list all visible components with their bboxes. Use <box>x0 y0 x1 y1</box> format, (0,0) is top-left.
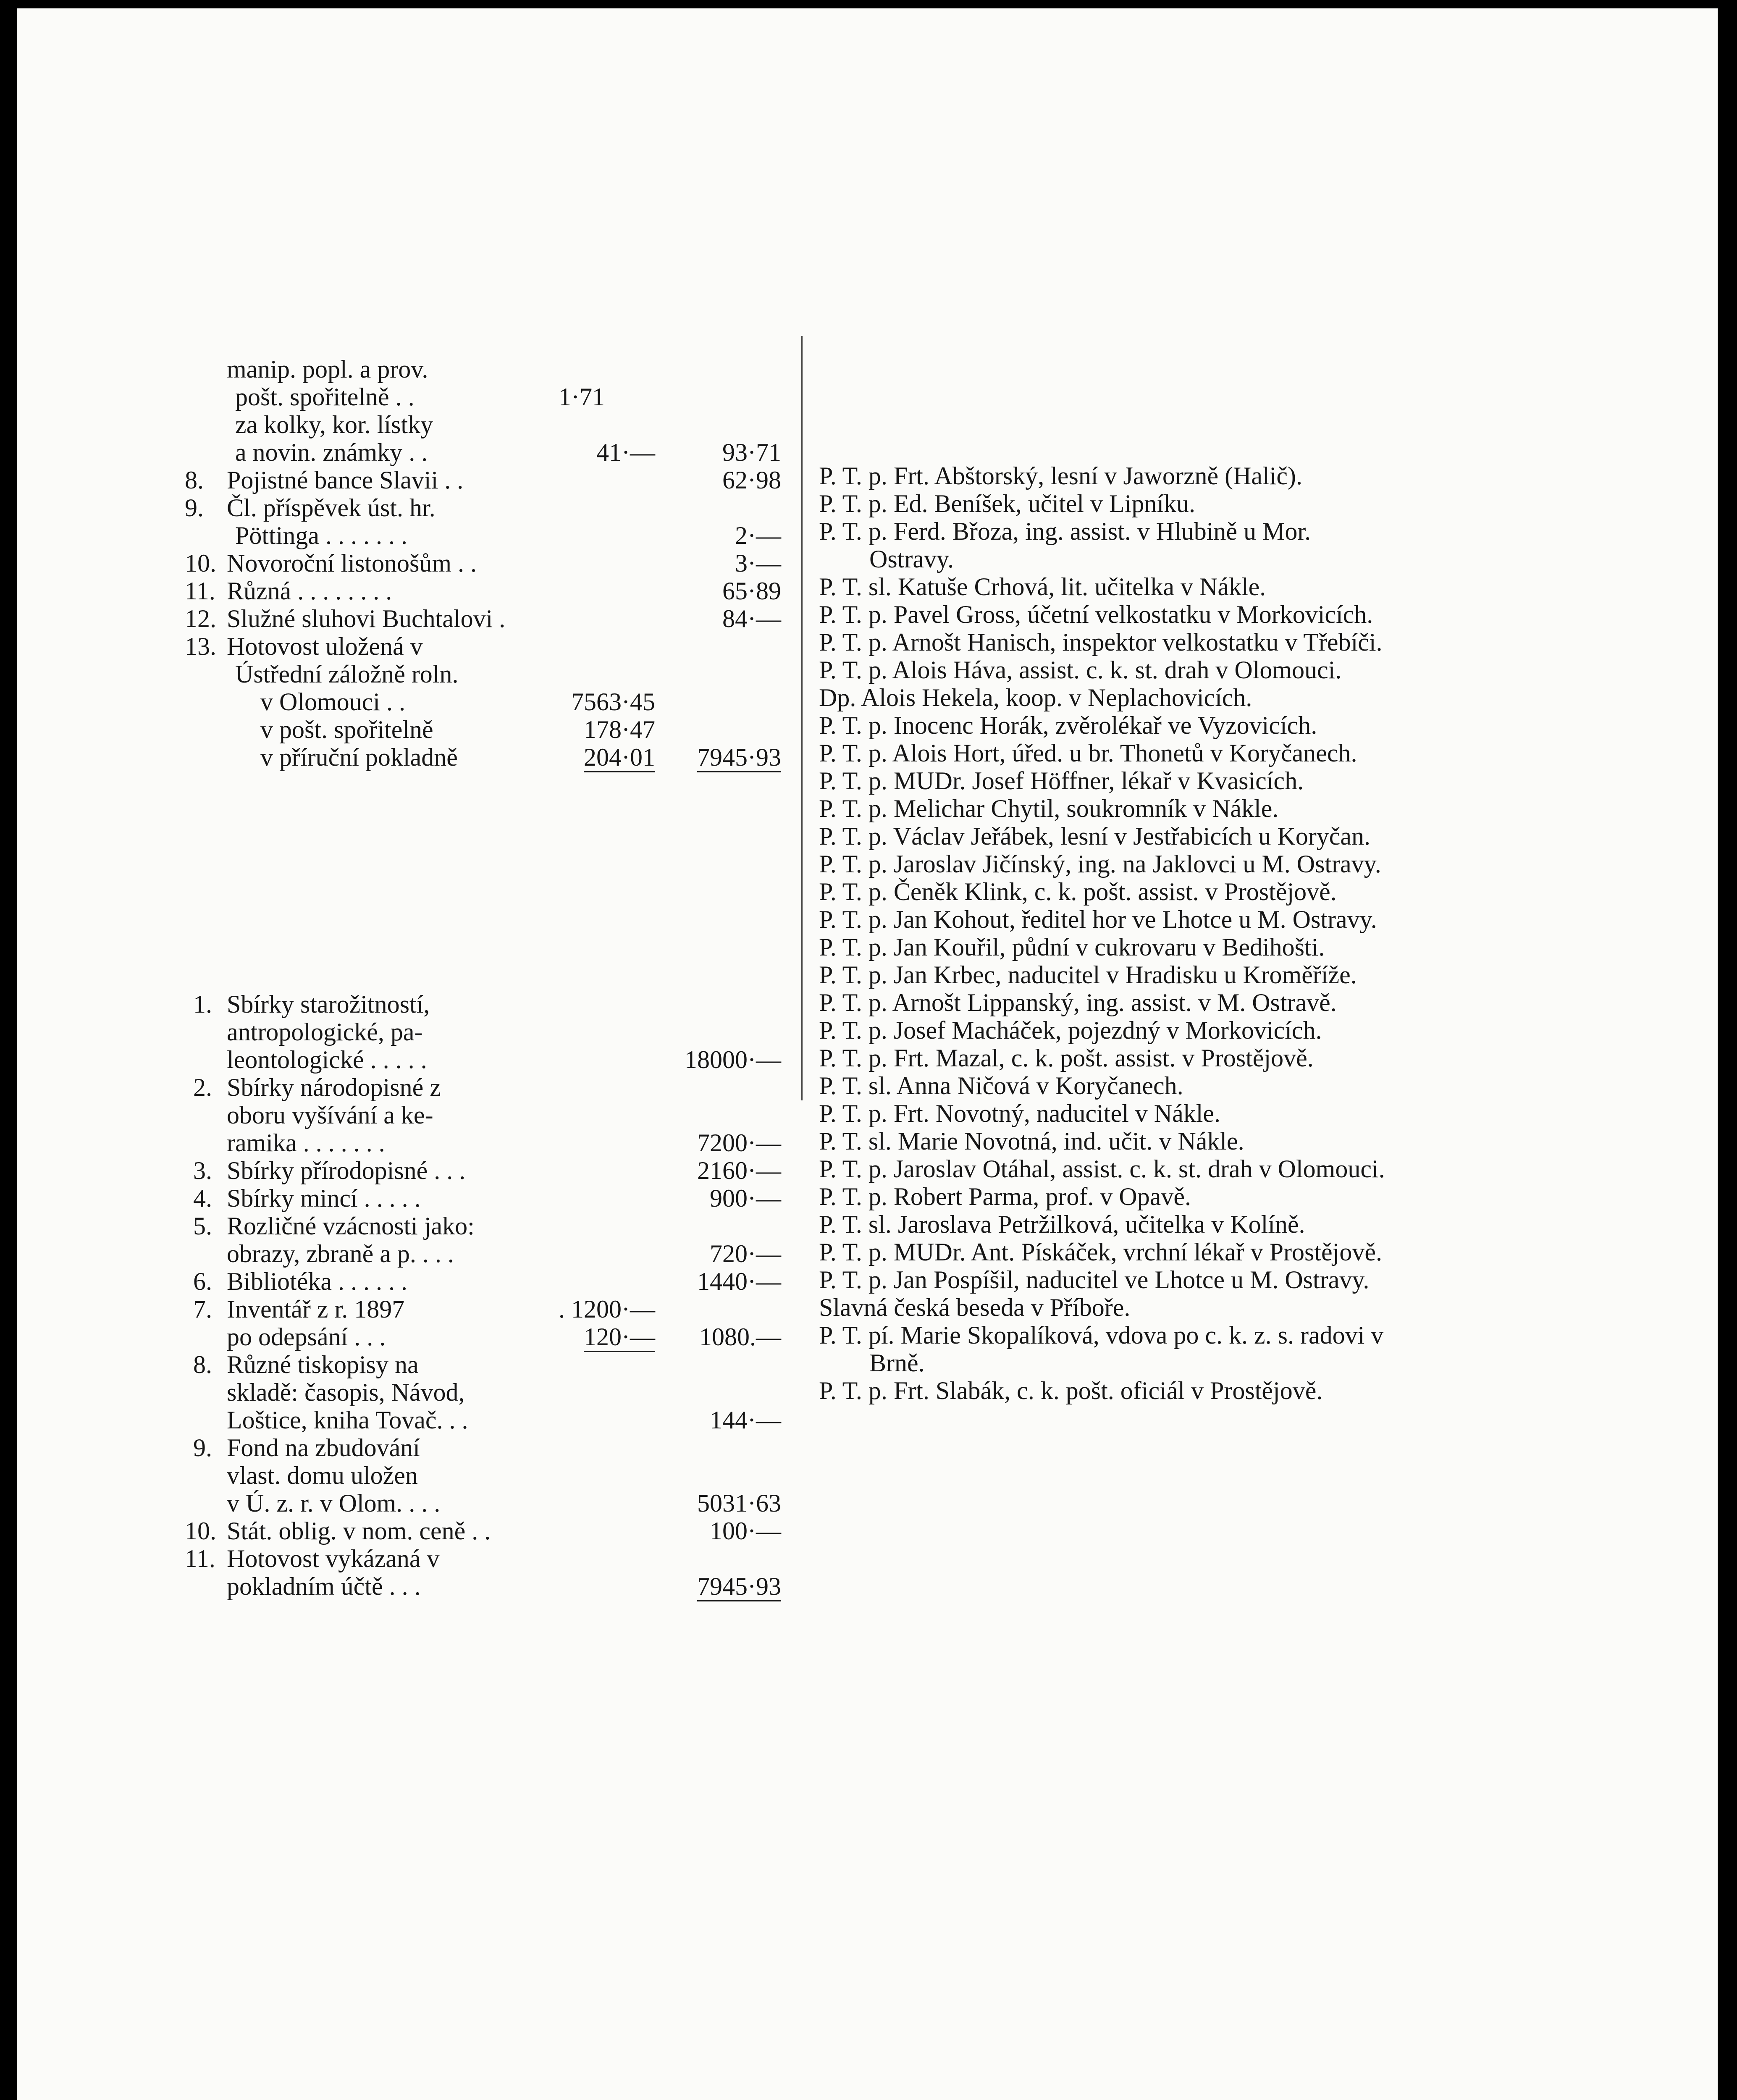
member-entry: P. T. sl. Marie Novotná, ind. učit. v Nákle. <box>819 1127 1244 1155</box>
asset-value: 720·— <box>710 1240 781 1268</box>
item13-sub-label: v příruční pokladně <box>260 743 458 771</box>
item13-sub-value: 204·01 <box>584 743 655 772</box>
assets-heading <box>185 927 781 978</box>
asset7-value-1: . 1200·— <box>559 1295 655 1323</box>
member-entry: P. T. p. Melichar Chytil, soukromník v Nákle. <box>819 795 1279 822</box>
member-entry: P. T. p. Frt. Slabák, c. k. pošt. oficiál v Prostějově. <box>819 1377 1323 1404</box>
asset-text: Bibliotéka . . . . . . <box>227 1268 407 1295</box>
asset-value: 1440·— <box>697 1268 781 1295</box>
member-entry: P. T. p. Jan Pospíšil, naducitel ve Lhotce u M. Ostravy. <box>819 1266 1370 1294</box>
asset-number: 7. <box>193 1295 212 1323</box>
asset7-row-2 <box>185 1323 781 1351</box>
asset-number: 1. <box>193 990 212 1018</box>
deposit-line-1 <box>185 1724 781 1751</box>
asset-row <box>185 1046 781 1074</box>
item-text: Služné sluhovi Buchtalovi . <box>227 605 506 633</box>
asset-number: 4. <box>193 1184 212 1212</box>
item13-sub-label: v pošt. spořitelně <box>260 716 433 743</box>
asset-row <box>185 1517 781 1545</box>
item-text: Pojistné bance Slavii . . <box>227 466 464 494</box>
asset-row <box>185 1157 781 1184</box>
asset-row <box>185 1268 781 1295</box>
member-entry: P. T. p. Arnošt Lippanský, ing. assist. v M. Ostravě. <box>819 989 1337 1016</box>
asset-row <box>185 1545 781 1572</box>
asset-row <box>185 1101 781 1129</box>
asset-items-2 <box>185 1351 781 1600</box>
item-number: 11. <box>185 577 215 605</box>
signature-3-role-row <box>185 1902 781 1930</box>
member-entry: P. T. p. Václav Jeřábek, lesní v Jestřabicích u Koryčan. <box>819 822 1370 850</box>
member-entry: P. T. sl. Anna Ničová v Koryčanech. <box>819 1072 1183 1100</box>
item13-sub-label: v Olomouci . . <box>260 688 405 716</box>
asset-row <box>185 1184 781 1212</box>
item13-total: 7945·93 <box>697 743 781 772</box>
members-section <box>819 416 1394 462</box>
members-subtitle <box>819 378 1394 416</box>
expense-row <box>185 577 781 605</box>
asset-number: 9. <box>193 1434 212 1462</box>
asset-text: Sbírky mincí . . . . . <box>227 1184 421 1212</box>
member-entry: P. T. sl. Katuše Crhová, lit. učitelka v Nákle. <box>819 573 1266 601</box>
left-column <box>185 328 781 1930</box>
member-entry: P. T. p. Čeněk Klink, c. k. pošt. assist. v Prostějově. <box>819 878 1337 906</box>
asset-text: vlast. domu uložen <box>227 1462 418 1489</box>
item-text: pošt. spořitelně . . <box>235 383 415 411</box>
member-entry: P. T. p. Pavel Gross, účetní velkostatku v Morkovicích. <box>819 601 1373 628</box>
item-text: Pöttinga . . . . . . . <box>235 522 408 549</box>
member-entry: P. T. p. Arnošt Hanisch, inspektor velkostatku v Třebíči. <box>819 628 1383 656</box>
asset-value: 2160·— <box>697 1157 781 1184</box>
asset-value: 900·— <box>710 1184 781 1212</box>
member-entry: P. T. pí. Marie Skopalíková, vdova po c. k. z. s. radovi v Brně. <box>819 1321 1384 1377</box>
member-entry: P. T. p. Josef Macháček, pojezdný v Morkovicích. <box>819 1016 1322 1044</box>
item-number: 8. <box>185 466 204 494</box>
item-number: 13. <box>185 633 216 660</box>
sum1-row <box>185 771 781 799</box>
expense-row <box>185 438 781 466</box>
item-value: 93·71 <box>722 438 781 466</box>
item-value: 84·— <box>722 605 781 633</box>
item-value: 65·89 <box>722 577 781 605</box>
member-entry: P. T. p. MUDr. Ant. Pískáček, vrchní lékař v Prostějově. <box>819 1238 1382 1266</box>
signature-2 <box>185 1788 781 1816</box>
member-entry: P. T. p. Ferd. Břoza, ing. assist. v Hlubině u Mor. Ostravy. <box>819 517 1311 573</box>
asset-text: Různé tiskopisy na <box>227 1351 419 1378</box>
asset-number: 10. <box>185 1517 216 1545</box>
expense-row <box>185 466 781 494</box>
fund-row-3 <box>185 1683 781 1711</box>
asset-text: Rozličné vzácnosti jako: <box>227 1212 475 1240</box>
expense-row <box>185 605 781 633</box>
asset-text: Sbírky přírodopisné . . . <box>227 1157 466 1184</box>
item-text: a novin. známky . . <box>235 438 428 466</box>
column-divider <box>801 336 803 1100</box>
expense-row <box>185 411 781 438</box>
asset-text: pokladním účtě . . . <box>227 1572 421 1600</box>
member-entry: P. T. p. Alois Háva, assist. c. k. st. drah v Olomouci. <box>819 656 1342 684</box>
member-entry: P. T. p. Frt. Abštorský, lesní v Jaworzně (Halič). <box>819 462 1302 490</box>
asset-text: Stát. oblig. v nom. ceně . . <box>227 1517 491 1545</box>
asset-text: Loštice, kniha Tovač. . . <box>227 1406 468 1434</box>
fund-row-2 <box>185 1656 781 1683</box>
asset-text: Fond na zbudování <box>227 1434 420 1462</box>
item-text: manip. popl. a prov. <box>227 355 428 383</box>
item-value: 2·— <box>735 522 781 549</box>
asset-value: 100·— <box>710 1517 781 1545</box>
expense-row <box>185 549 781 577</box>
signature-1 <box>185 820 781 848</box>
item13-sub-value: 7563·45 <box>571 688 655 716</box>
signature-3-row <box>185 1873 781 1902</box>
asset-text: obrazy, zbraně a p. . . . <box>227 1240 454 1268</box>
member-entry: P. T. p. Robert Parma, prof. v Opavě. <box>819 1183 1191 1210</box>
asset-text: antropologické, pa- <box>227 1018 423 1046</box>
item13-sub-row <box>185 688 781 716</box>
item13-sub-row <box>185 716 781 743</box>
member-entry: Dp. Alois Hekela, koop. v Neplachovicích. <box>819 684 1252 711</box>
asset7-row-1 <box>185 1295 781 1323</box>
asset7-value-2: 120·— <box>584 1323 655 1352</box>
asset-number: 6. <box>193 1268 212 1295</box>
asset-number: 11. <box>185 1545 215 1572</box>
member-entry: P. T. sl. Jaroslava Petržilková, učitelka v Kolíně. <box>819 1210 1305 1238</box>
asset-row <box>185 1240 781 1268</box>
members-list <box>819 462 1394 1404</box>
item-text: za kolky, kor. lístky <box>235 411 433 438</box>
members-title <box>819 328 1394 378</box>
member-entry: P. T. p. Jan Krbec, naducitel v Hradisku u Kroměříže. <box>819 961 1357 989</box>
deposit-line-2 <box>185 1751 781 1779</box>
expense-items <box>185 355 781 633</box>
asset-number: 8. <box>193 1351 212 1378</box>
asset-row <box>185 1434 781 1462</box>
asset-text: po odepsání . . . <box>227 1323 386 1351</box>
expense-row <box>185 383 781 411</box>
item-value-a: 41·— <box>596 438 655 466</box>
sum2-row <box>185 1600 781 1628</box>
asset-row <box>185 1018 781 1046</box>
asset-text: Sbírky starožitností, <box>227 990 430 1018</box>
asset7-total: 1080.— <box>699 1323 781 1351</box>
item-value: 62·98 <box>722 466 781 494</box>
item13-sub-row <box>185 743 781 771</box>
item-number: 9. <box>185 494 204 522</box>
asset-text: skladě: časopis, Návod, <box>227 1378 465 1406</box>
right-column <box>819 328 1394 1404</box>
signature-2-role <box>185 1816 781 1845</box>
asset-text: ramika . . . . . . . <box>227 1129 385 1157</box>
member-entry: P. T. p. Jan Kohout, ředitel hor ve Lhotce u M. Ostravy. <box>819 906 1377 933</box>
member-entry: P. T. p. Alois Hort, úřed. u br. Thonetů v Koryčanech. <box>819 739 1357 767</box>
item-text: Čl. příspěvek úst. hr. <box>227 494 436 522</box>
member-entry: P. T. p. Jan Kouřil, půdní v cukrovaru v Bedihošti. <box>819 933 1325 961</box>
asset-row <box>185 1406 781 1434</box>
member-entry: P. T. p. Frt. Novotný, naducitel v Nákle. <box>819 1100 1221 1127</box>
item-text: Novoroční listonošům . . <box>227 549 477 577</box>
item13-row <box>185 660 781 688</box>
member-entry: P. T. p. Frt. Mazal, c. k. pošt. assist. v Prostějově. <box>819 1044 1314 1072</box>
expense-row <box>185 355 781 383</box>
item-text: Hotovost uložená v <box>227 633 423 660</box>
expense-row <box>185 522 781 549</box>
asset-row <box>185 1074 781 1101</box>
item-value: 3·— <box>735 549 781 577</box>
asset-value: 7945·93 <box>697 1572 781 1601</box>
revised-line <box>185 1845 781 1873</box>
asset-value: 7200·— <box>697 1129 781 1157</box>
asset-text: oboru vyšívání a ke- <box>227 1101 433 1129</box>
item-text: Ústřední záložně roln. <box>235 660 459 688</box>
asset-number: 5. <box>193 1212 212 1240</box>
item-text: Různá . . . . . . . . <box>227 577 392 605</box>
asset-row <box>185 1572 781 1600</box>
member-entry: P. T. p. Jaroslav Jičínský, ing. na Jaklovci u M. Ostravy. <box>819 850 1381 878</box>
asset-row <box>185 1351 781 1378</box>
member-entry: P. T. p. Inocenc Horák, zvěrolékař ve Vyzovicích. <box>819 711 1317 739</box>
item-sub-value: 1·71 <box>559 383 605 411</box>
asset-value: 144·— <box>710 1406 781 1434</box>
item-number: 10. <box>185 549 216 577</box>
asset-text: v Ú. z. r. v Olom. . . . <box>227 1489 441 1517</box>
member-entry: P. T. p. Jaroslav Otáhal, assist. c. k. st. drah v Olomouci. <box>819 1155 1385 1183</box>
asset-number: 2. <box>193 1074 212 1101</box>
asset-text: Hotovost vykázaná v <box>227 1545 440 1572</box>
signature-1-role <box>185 848 781 877</box>
asset-item-7 <box>185 1295 781 1351</box>
asset-number: 3. <box>193 1157 212 1184</box>
asset-row <box>185 1378 781 1406</box>
expense-row <box>185 494 781 522</box>
member-entry: P. T. p. MUDr. Josef Höffner, lékař v Kvasicích. <box>819 767 1304 795</box>
asset-row <box>185 1462 781 1489</box>
asset-text: Sbírky národopisné z <box>227 1074 441 1101</box>
asset-value: 18000·— <box>685 1046 781 1074</box>
item13-sub-value: 178·47 <box>584 716 655 743</box>
expense-item-13 <box>185 633 781 771</box>
member-entry: Slavná česká beseda v Příboře. <box>819 1294 1131 1321</box>
asset-text: Inventář z r. 1897 <box>227 1295 405 1323</box>
fund-row-1 <box>185 1628 781 1656</box>
carry-row <box>185 328 781 355</box>
member-entry: P. T. p. Ed. Beníšek, učitel v Lipníku. <box>819 490 1196 517</box>
asset-row <box>185 1212 781 1240</box>
asset-row <box>185 1489 781 1517</box>
asset-row <box>185 990 781 1018</box>
asset-value: 5031·63 <box>697 1489 781 1517</box>
asset-row <box>185 1129 781 1157</box>
item13-row <box>185 633 781 660</box>
item-number: 12. <box>185 605 216 633</box>
asset-items <box>185 990 781 1295</box>
asset-text: leontologické . . . . . <box>227 1046 427 1074</box>
